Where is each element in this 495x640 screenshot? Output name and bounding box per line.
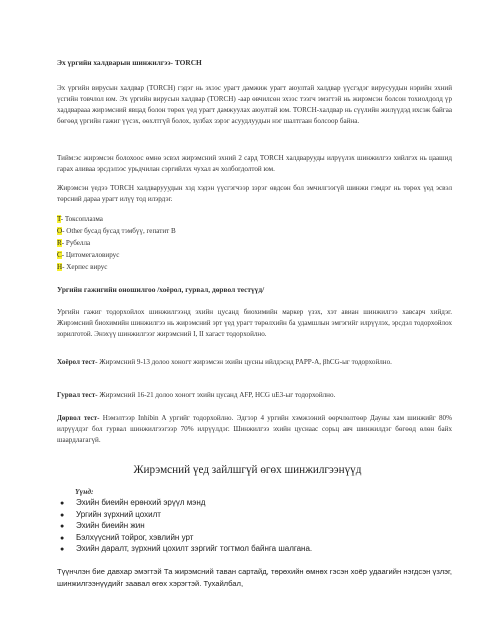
list-item bbox=[60, 543, 312, 555]
test-label: Хоёрол тест- bbox=[57, 358, 98, 366]
bullet-icon: ● bbox=[60, 523, 65, 531]
torch-letter: T bbox=[57, 215, 61, 223]
list-item bbox=[57, 225, 176, 237]
intro-paragraph: Эх үргийн вирусын халдвар (TORCH) гэдэг нь эхээс урагт дамжиж урагт аюултай халдвар үүсгэдэг вирусуудын нэрийн эхний үсгийн товчлол юм. Эх үргийн вирусын халдвар (TORCH) -аар өвчилсөн эхээс тээгч эмэгтэй нь жирэмсэн болсон тохиолдолд үр хаддварааа жирэмсний явцад болон төрөх үед урагт дамжуулах аюултай юм. TORCH-халдвар нь сүүлийн жилүүдэд ихсэж байгаа бөгөөд үргийн гажиг үүсэх, өөхлтгүй болох, зулбах зэрэг асуудлуудын нэг шалтгаан болсоор байна. bbox=[57, 84, 452, 125]
section-intro: Үүнд: bbox=[75, 487, 94, 496]
double-test-paragraph bbox=[57, 357, 452, 368]
test-label: Дөрвол тест- bbox=[57, 414, 100, 422]
list-item bbox=[60, 497, 312, 509]
test-text: Жирэмсний 16-21 долоо хоногт эхийн цусанд AFP, HCG uE3-ыг тодорхойлно. bbox=[97, 391, 336, 399]
torch-letter: O bbox=[57, 227, 63, 235]
torch-letter: R bbox=[57, 239, 62, 247]
closing-paragraph: Түүнчлэн биe давхар эмэгтэй Та жирэмсний таван сартайд, төрөхийн өмнөх гэсэн хоёр удаагийн нэгдсэн үзлэг, шинжилгээнүүдийг заавал өгөх хэрэгтэй. Тухайлбал, bbox=[57, 567, 452, 588]
section-title: Жирэмсний үед зайлшгүй өгөх шинжилгээнүүд bbox=[133, 464, 362, 476]
complication-paragraph: Жирэмсэн үедээ TORCH халдварууудын хэд хэдэн үүсгэгчээр зэрэг өвдсөн бол эмчилгээгүй шинжи гэмдэг нь төрөх үед эсвэл төрсний дараа урагт илүү тод илэрдэг. bbox=[57, 184, 452, 203]
torch-text: - Рубелла bbox=[61, 239, 91, 247]
bullet-text: Эхийн даралт, зүрхний цохилт зэргийг тогтмол байнга шалгана. bbox=[76, 544, 313, 554]
screening-paragraph: Ургийн гажиг тодорхойлох шинжилгээнд эхийн цусанд биохимийн маркер үзэх, хэт авиан шинжилгээ хавсарч хийдэг. Жирэмсний биохимийн шинжилгээ нь жирэмсний эрт үед урагт төрөлхийн ба удамшлын эмгэгийг илрүүлэх, эрсдэл тодорхойлох зорилготой. Энэхүү шинжилгээг жирэмсний I, II хагаст тодорхойлно. bbox=[57, 308, 452, 338]
bullet-icon: ● bbox=[60, 500, 65, 507]
recommendation-paragraph: Тийм:эс жирэмсэн болохоос өмнө эсвэл жирэмсний эхний 2 сард TORCH халдварууды илрүүлэх шинжилгээ хийлгэх нь цаашид гарах аливаа эрсдэлээс урьдчилан сэргийлэх чухал ач холбогдолтой юм. bbox=[57, 154, 452, 173]
torch-text: - Токсоплазма bbox=[60, 215, 103, 223]
list-item bbox=[57, 261, 176, 273]
torch-text: - Херпес вирус bbox=[62, 263, 108, 271]
quadruple-test-paragraph bbox=[57, 413, 452, 446]
screening-subheading: Ургийн гажигийн оношилгоо /хоёрол, гурвал, дөрвол тестүүд/ bbox=[57, 285, 265, 294]
bullet-icon: ● bbox=[60, 534, 65, 542]
list-item bbox=[60, 509, 312, 521]
torch-text: - Цитомегаловирус bbox=[61, 251, 120, 259]
triple-test-paragraph bbox=[57, 390, 452, 401]
list-item bbox=[57, 249, 176, 261]
bullet-icon: ● bbox=[60, 511, 65, 519]
test-text: Нэмэлтээр Inhibin A ургийг тодорхойлно. Эдгээр 4 ургийн хэмжээний өөрчлөлтөөр Дауны хам шинжийг 80% илрүүлдэг бол гурвал шинжилгээгээр 70% илрүүлдэг. Шинжилгээ эхийн цуснаас сорьц авч шинжилдэг бөгөөд өлөн байх шаардлагагүй. bbox=[57, 414, 452, 444]
list-item bbox=[57, 213, 176, 225]
document-heading: Эх үргийн халдварын шинжилгээ- TORCH bbox=[57, 58, 202, 67]
list-item bbox=[60, 520, 312, 532]
test-text: Жирэмсний 9-13 долоо хоногт жирэмсэн эхийн цусны ийлдэснд PAPP-A, βhCG-ыг тодорхойлно. bbox=[97, 358, 392, 366]
torch-letter: H bbox=[57, 263, 63, 271]
bullet-icon: ● bbox=[60, 546, 65, 554]
torch-text: - Other бусад бусад тэмбүү, гепатит B bbox=[62, 227, 176, 235]
bullet-text: Ургийн зүрхний цохилт bbox=[76, 509, 161, 519]
torch-letter: C bbox=[57, 251, 62, 259]
list-item bbox=[60, 532, 312, 544]
torch-list bbox=[57, 213, 176, 273]
list-item bbox=[57, 237, 176, 249]
bullet-text: Эхийн биеийн жин bbox=[76, 521, 145, 531]
test-label: Гурвал тест- bbox=[57, 391, 98, 399]
bullet-text: Эхийн биеийн ерөнхий эрүүл мэнд bbox=[76, 498, 206, 507]
check-list bbox=[60, 497, 312, 555]
bullet-text: Бэлхүүсний тойрог, хэвлийн урт bbox=[76, 532, 194, 542]
